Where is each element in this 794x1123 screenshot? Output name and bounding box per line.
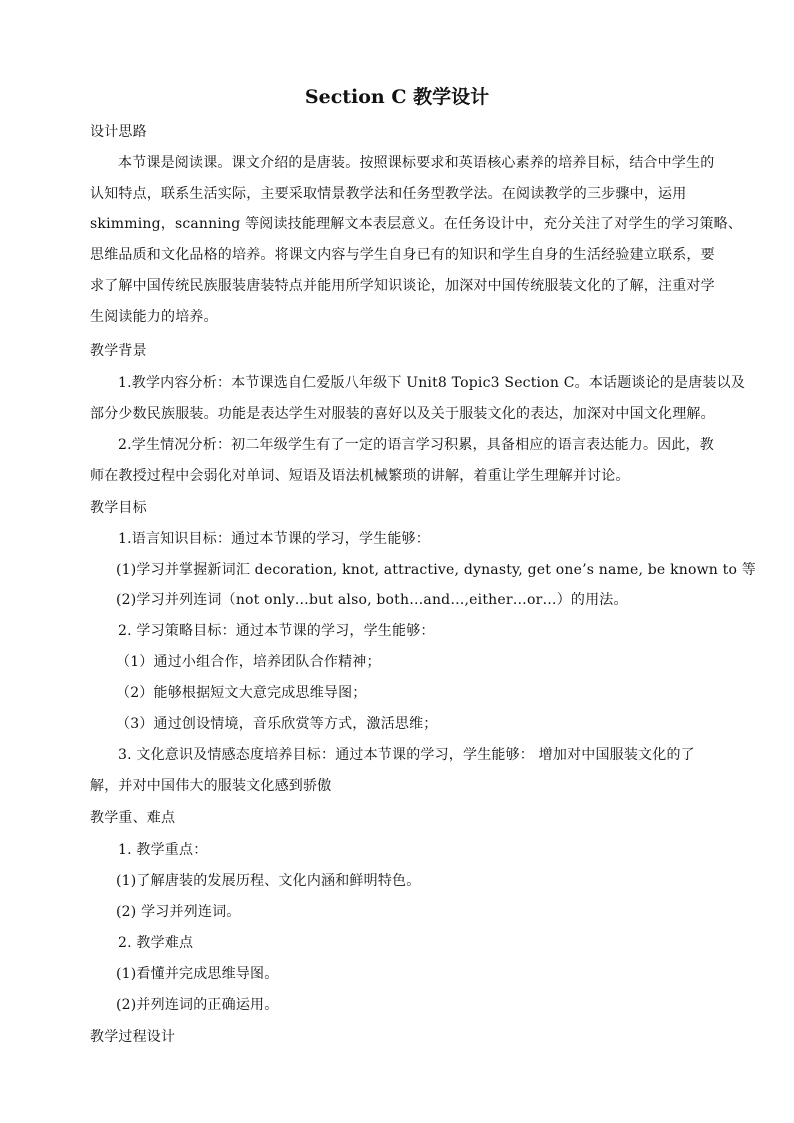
section-heading-background: 教学背景 — [90, 343, 147, 359]
list-item: (1)学习并掌握新词汇 decoration, knot, attractive, dynasty, get one’s name, be known to 等 — [116, 562, 756, 578]
paragraph-line: 求了解中国传统民族服装唐装特点并能用所学知识谈论，加深对中国传统服装文化的了解，注重对学 — [90, 278, 715, 294]
page-title: Section C 教学设计 — [304, 86, 490, 108]
list-item: 2. 教学难点 — [118, 935, 194, 951]
list-item: （3）通过创设情境，音乐欣赏等方式，激活思维； — [116, 716, 438, 732]
paragraph-line: 部分少数民族服装。功能是表达学生对服装的喜好以及关于服装文化的表达，加深对中国文化理解。 — [90, 406, 715, 422]
list-item: 2. 学习策略目标：通过本节课的学习，学生能够： — [118, 623, 435, 639]
paragraph-line: 认知特点，联系生活实际，主要采取情景教学法和任务型教学法。在阅读教学的三步骤中，运用 — [90, 186, 687, 202]
paragraph-line: 生阅读能力的培养。 — [90, 309, 218, 325]
list-item: (2)学习并列连词（not only…but also, both…and…,either…or…）的用法。 — [116, 592, 628, 608]
list-item: 1. 教学重点： — [118, 842, 208, 858]
paragraph-line: 师在教授过程中会弱化对单词、短语及语法机械繁琐的讲解，着重让学生理解并讨论。 — [90, 468, 630, 484]
paragraph-line: 思维品质和文化品格的培养。将课文内容与学生自身已有的知识和学生自身的生活经验建立联系，要 — [90, 247, 715, 263]
paragraph-line: skimming，scanning 等阅读技能理解文本表层意义。在任务设计中，充分关注了对学生的学习策略、 — [90, 216, 743, 232]
list-item: （2）能够根据短文大意完成思维导图； — [116, 685, 367, 701]
section-heading-process: 教学过程设计 — [90, 1029, 176, 1045]
list-item: （1）通过小组合作，培养团队合作精神； — [116, 654, 381, 670]
paragraph-line: 1.教学内容分析：本节课选自仁爱版八年级下 Unit8 Topic3 Section C。本话题谈论的是唐装以及 — [118, 375, 746, 391]
list-item: (1)了解唐装的发展历程、文化内涵和鲜明特色。 — [116, 873, 421, 889]
paragraph-line: 2.学生情况分析：初二年级学生有了一定的语言学习积累，具备相应的语言表达能力。因此，教 — [118, 437, 714, 453]
section-heading-key-points: 教学重、难点 — [90, 810, 176, 826]
list-item: (1)看懂并完成思维导图。 — [116, 966, 279, 982]
list-item: (2)并列连词的正确运用。 — [116, 997, 279, 1013]
list-item: 3. 文化意识及情感态度培养目标：通过本节课的学习，学生能够： 增加对中国服装文化的了 — [118, 747, 695, 763]
paragraph-line: 本节课是阅读课。课文介绍的是唐装。按照课标要求和英语核心素养的培养目标，结合中学生的 — [118, 155, 715, 171]
list-item: 1.语言知识目标：通过本节课的学习，学生能够： — [118, 531, 430, 547]
paragraph-line: 解，并对中国伟大的服装文化感到骄傲 — [90, 778, 332, 794]
section-heading-design: 设计思路 — [90, 124, 147, 140]
list-item: (2) 学习并列连词。 — [116, 904, 241, 920]
section-heading-goals: 教学目标 — [90, 500, 147, 516]
